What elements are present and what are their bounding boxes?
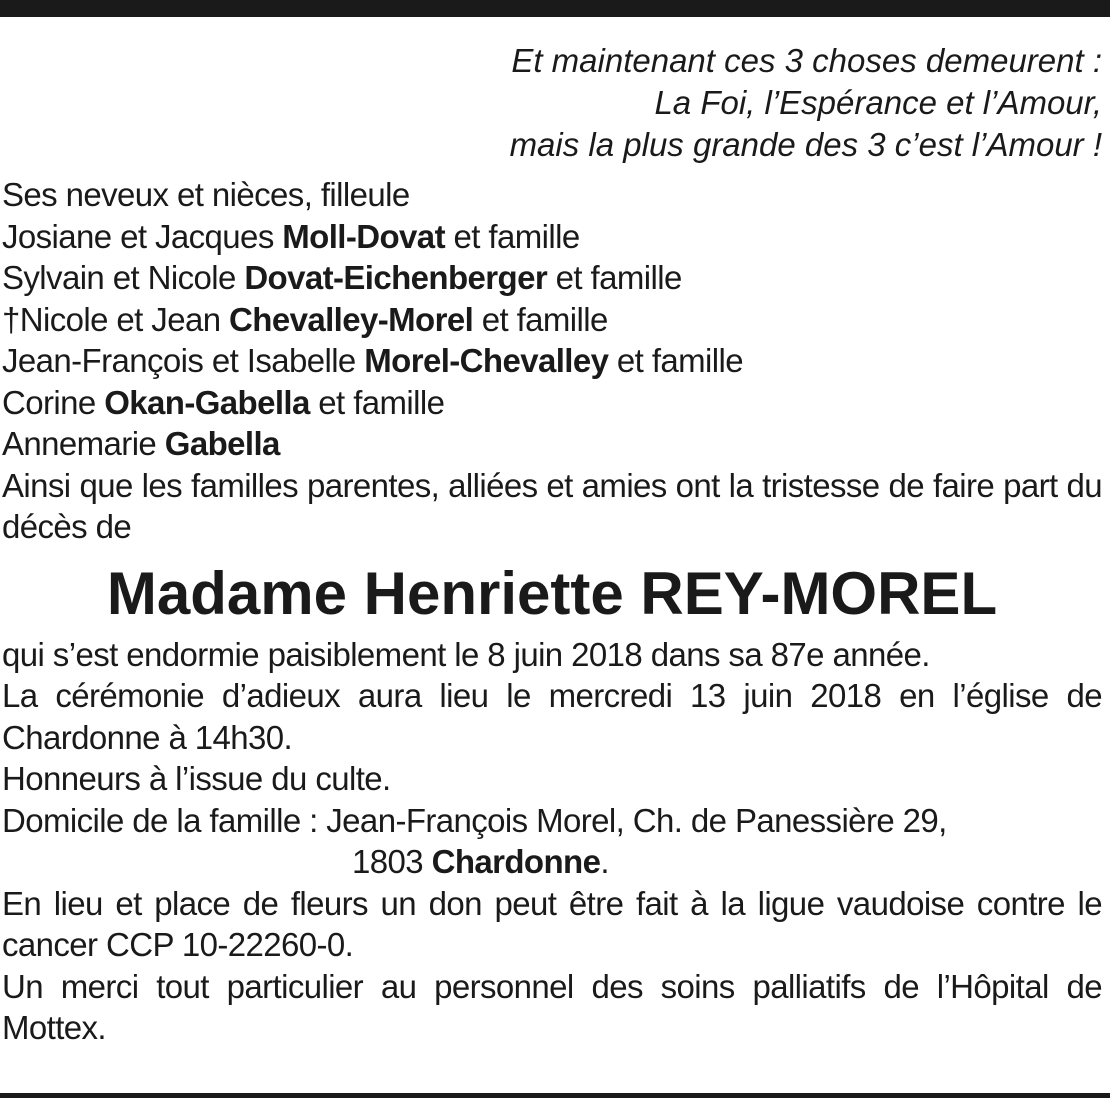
family-first-names: Jean-François et Isabelle — [2, 342, 365, 379]
family-suffix: et famille — [608, 342, 743, 379]
family-first-names: Sylvain et Nicole — [2, 259, 245, 296]
family-suffix: et famille — [547, 259, 682, 296]
family-first-names: Annemarie — [2, 425, 165, 462]
family-line — [2, 257, 1102, 299]
family-line — [2, 216, 1102, 258]
ceremony-text: La cérémonie d’adieux aura lieu le mercredi 13 juin 2018 en l’église de Chardonne à 14h30. — [2, 677, 1102, 756]
family-first-names: †Nicole et Jean — [2, 300, 230, 338]
family-surname: Morel-Chevalley — [364, 342, 609, 379]
family-surname: Chevalley-Morel — [229, 300, 474, 338]
family-first-names: Josiane et Jacques — [2, 217, 283, 255]
passing-text: qui s’est endormie paisiblement le 8 juin 2018 dans sa 87e année. — [2, 635, 930, 673]
domicile-address — [2, 841, 1102, 883]
town-end: . — [600, 843, 609, 880]
family-suffix: et famille — [309, 383, 445, 421]
quote-line: La Foi, l’Espérance et l’Amour, — [654, 84, 1102, 121]
town-name: Chardonne — [431, 843, 601, 880]
postcode: 1803 — [352, 843, 432, 880]
epigraph-quote — [2, 40, 1102, 166]
family-line — [2, 340, 1102, 382]
funeral-details — [2, 634, 1102, 1049]
donation-text: En lieu et place de fleurs un don peut être fait à la ligue vaudoise contre le cancer CCP 10-22260-0. — [2, 884, 1102, 963]
family-surname: Moll-Dovat — [282, 217, 445, 255]
family-line — [2, 299, 1102, 341]
family-surname: Gabella — [164, 425, 280, 462]
family-line — [2, 382, 1102, 424]
honours-text: Honneurs à l’issue du culte. — [2, 760, 391, 797]
quote-line: Et maintenant ces 3 choses demeurent : — [511, 42, 1102, 79]
family-suffix: et famille — [444, 217, 580, 255]
domicile-text: Domicile de la famille : Jean-François Morel, Ch. de Panessière 29, — [2, 801, 947, 839]
family-surname: Okan-Gabella — [104, 383, 310, 421]
top-rule — [0, 0, 1110, 17]
family-surname: Dovat-Eichenberger — [244, 259, 548, 296]
family-list — [2, 174, 1102, 548]
quote-line: mais la plus grande des 3 c’est l’Amour ! — [509, 126, 1102, 163]
bottom-rule — [0, 1093, 1110, 1098]
family-first-names: Corine — [2, 383, 105, 421]
family-line — [2, 423, 1102, 465]
deceased-name: Madame Henriette REY-MOREL — [106, 559, 998, 627]
family-suffix: et famille — [473, 300, 608, 338]
thanks-text: Un merci tout particulier au personnel des soins palliatifs de l’Hôpital de Mottex. — [2, 967, 1102, 1046]
announcement-text: Ainsi que les familles parentes, alliées et amies ont la tristesse de faire part du décès de — [2, 466, 1102, 545]
obituary-notice — [2, 40, 1102, 1049]
family-intro: Ses neveux et nièces, filleule — [2, 176, 410, 213]
